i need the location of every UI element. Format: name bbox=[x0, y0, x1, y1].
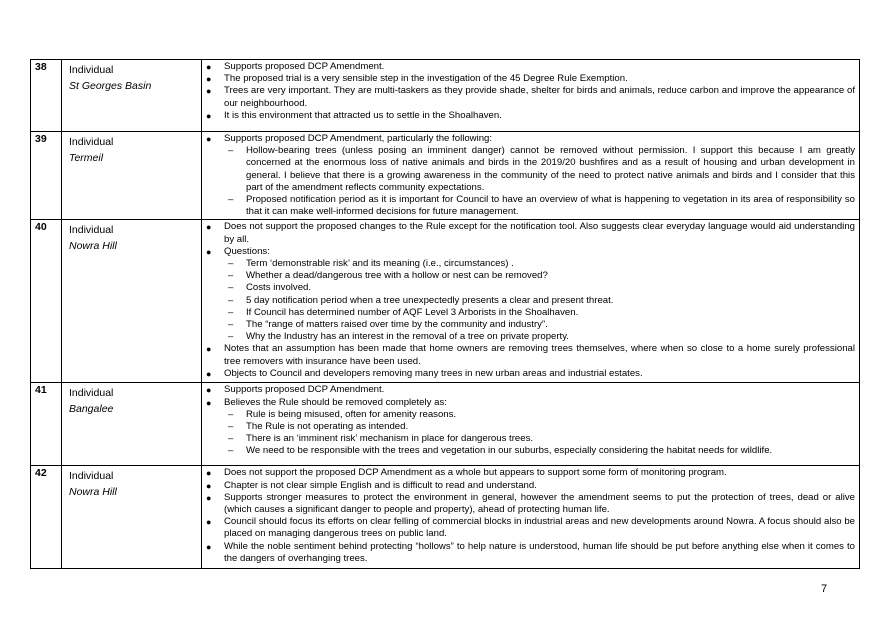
response-point-text: Supports proposed DCP Amendment, particularly the following: bbox=[224, 133, 493, 144]
submitter-cell bbox=[62, 383, 202, 466]
sub-point bbox=[228, 258, 855, 270]
response-point bbox=[206, 85, 855, 109]
response-point-text: Supports stronger measures to protect the environment in general, however the amendment seems to put the protection of trees, dead or alive (which causes a significant danger to people and property), ahead of protecting human life. bbox=[224, 491, 855, 516]
sub-point bbox=[228, 194, 855, 218]
submission-number: 42 bbox=[31, 466, 62, 569]
submission-row bbox=[31, 132, 860, 220]
response-point bbox=[206, 61, 855, 73]
submitter-type: Individual bbox=[69, 136, 114, 148]
sub-points bbox=[224, 409, 855, 458]
bullet-icon: ● bbox=[206, 517, 212, 528]
sub-point bbox=[228, 445, 855, 457]
sub-point-text: Whether a dead/dangerous tree with a hollow or nest can be removed? bbox=[246, 270, 548, 282]
response-point bbox=[206, 245, 855, 344]
submitter-location: Bangalee bbox=[69, 403, 114, 416]
sub-point bbox=[228, 331, 855, 343]
sub-point bbox=[228, 319, 855, 331]
response-point-text: While the noble sentiment behind protecting “hollows” to help nature is understood, human life should be put before anything else when it comes to the dangers of overhanging trees. bbox=[224, 540, 855, 564]
submission-row bbox=[31, 466, 860, 569]
submitter-location: Nowra Hill bbox=[69, 240, 117, 253]
dash-icon: – bbox=[228, 331, 234, 343]
submissions-table-body bbox=[31, 60, 860, 569]
sub-point bbox=[228, 270, 855, 282]
submission-row bbox=[31, 383, 860, 466]
sub-point-text: Costs involved. bbox=[246, 282, 312, 294]
response-points bbox=[202, 133, 855, 218]
response-point bbox=[206, 367, 855, 380]
response-point-text: Council should focus its efforts on clear felling of commercial blocks in industrial areas and new developments around Nowra. A focus should also be placed on managing dangerous trees on public land. bbox=[224, 516, 855, 540]
bullet-icon: ● bbox=[206, 86, 212, 97]
sub-point-text: We need to be responsible with the trees and vegetation in our suburbs, especially considering the habitat needs for wildlife. bbox=[246, 445, 773, 457]
submitter-type: Individual bbox=[69, 387, 114, 400]
response-point bbox=[206, 479, 855, 492]
response-point bbox=[206, 516, 855, 540]
submitter-location: Termeil bbox=[69, 152, 104, 164]
response-point bbox=[206, 73, 855, 85]
dash-icon: – bbox=[228, 145, 234, 157]
bullet-icon: ● bbox=[206, 62, 212, 72]
dash-icon: – bbox=[228, 408, 234, 420]
bullet-icon: ● bbox=[206, 222, 212, 233]
response-point-text: Does not support the proposed changes to the Rule except for the notification tool. Also suggests clear everyday language would aid understanding by all. bbox=[224, 221, 855, 245]
bullet-icon: ● bbox=[206, 397, 212, 408]
bullet-icon: ● bbox=[206, 110, 212, 121]
sub-point-text: If Council has determined number of AQF Level 3 Arborists in the Shoalhaven. bbox=[246, 306, 579, 318]
response-point-text: Does not support the proposed DCP Amendment as a whole but appears to support some form of monitoring program. bbox=[224, 467, 727, 479]
bullet-icon: ● bbox=[206, 74, 212, 85]
bullet-icon: ● bbox=[206, 480, 212, 491]
bullet-icon: ● bbox=[206, 492, 212, 503]
sub-points bbox=[224, 145, 855, 218]
dash-icon: – bbox=[228, 258, 234, 270]
submission-number: 40 bbox=[31, 220, 62, 383]
response-points bbox=[202, 384, 855, 457]
bullet-icon: ● bbox=[206, 468, 212, 479]
sub-point-text: 5 day notification period when a tree unexpectedly presents a clear and present threat. bbox=[246, 294, 614, 306]
response-points bbox=[202, 61, 855, 122]
sub-point-text: Proposed notification period as it is important for Council to have an overview of what is happening to vegetation in its area of responsibility so that it can make well-informed decisions for future management. bbox=[246, 194, 855, 218]
submitter-type: Individual bbox=[69, 224, 114, 237]
response-summary bbox=[202, 220, 860, 383]
response-summary bbox=[202, 132, 860, 220]
submission-number: 38 bbox=[31, 60, 62, 132]
sub-point-text: There is an ‘imminent risk’ mechanism in place for dangerous trees. bbox=[246, 433, 534, 445]
submitter-type: Individual bbox=[69, 64, 114, 76]
response-point bbox=[206, 384, 855, 396]
response-point bbox=[206, 133, 855, 218]
response-point-text: Chapter is not clear simple English and is difficult to read and understand. bbox=[224, 479, 537, 491]
response-point-text: The proposed trial is a very sensible step in the investigation of the 45 Degree Rule Exemption. bbox=[224, 73, 628, 85]
sub-point bbox=[228, 421, 855, 433]
dash-icon: – bbox=[228, 421, 234, 433]
bullet-icon: ● bbox=[206, 541, 212, 552]
response-point bbox=[206, 396, 855, 458]
dash-icon: – bbox=[228, 445, 234, 457]
response-point-text: Objects to Council and developers removing many trees in new urban areas and industrial estates. bbox=[224, 367, 643, 379]
response-point-text: Trees are very important. They are multi-taskers as they provide shade, shelter for birds and animals, reduce carbon and improve the appearance of our neighbourhood. bbox=[224, 85, 855, 109]
submission-row bbox=[31, 220, 860, 383]
dash-icon: – bbox=[228, 270, 234, 282]
bullet-icon: ● bbox=[206, 368, 212, 379]
sub-point-text: The Rule is not operating as intended. bbox=[246, 421, 409, 433]
response-points bbox=[202, 467, 855, 565]
sub-point bbox=[228, 433, 855, 445]
sub-point bbox=[228, 282, 855, 294]
sub-point-text: Why the Industry has an interest in the removal of a tree on private property. bbox=[246, 331, 569, 343]
response-point-text: Believes the Rule should be removed completely as: bbox=[224, 396, 447, 408]
page-number: 7 bbox=[821, 583, 828, 595]
response-summary bbox=[202, 466, 860, 569]
sub-point bbox=[228, 294, 855, 307]
bullet-icon: ● bbox=[206, 134, 212, 144]
submitter-location: Nowra Hill bbox=[69, 486, 117, 499]
dash-icon: – bbox=[228, 306, 234, 318]
response-point bbox=[206, 109, 855, 122]
response-point bbox=[206, 540, 855, 565]
sub-point-text: The “range of matters raised over time by the community and industry”. bbox=[246, 319, 548, 331]
bullet-icon: ● bbox=[206, 385, 212, 396]
response-points bbox=[202, 221, 855, 380]
response-point bbox=[206, 343, 855, 367]
sub-point bbox=[228, 408, 855, 421]
submission-number: 41 bbox=[31, 383, 62, 466]
response-point-text: Notes that an assumption has been made that home owners are removing trees themselves, where when so close to a home surely professional tree removers with insurance have been used. bbox=[224, 343, 855, 367]
response-point-text: Questions: bbox=[224, 245, 270, 257]
submitter-type: Individual bbox=[69, 470, 114, 483]
bullet-icon: ● bbox=[206, 246, 212, 257]
response-point-text: Supports proposed DCP Amendment. bbox=[224, 384, 385, 396]
sub-point-text: Rule is being misused, often for amenity reasons. bbox=[246, 408, 457, 420]
response-point bbox=[206, 491, 855, 516]
dash-icon: – bbox=[228, 319, 234, 331]
dash-icon: – bbox=[228, 194, 234, 206]
dash-icon: – bbox=[228, 433, 234, 445]
submitter-location: St Georges Basin bbox=[69, 80, 152, 92]
submission-number: 39 bbox=[31, 132, 62, 220]
bullet-icon: ● bbox=[206, 344, 212, 355]
sub-point bbox=[228, 145, 855, 194]
sub-point-text: Term ‘demonstrable risk’ and its meaning (i.e., circumstances) . bbox=[246, 258, 514, 270]
submitter-cell bbox=[62, 60, 202, 132]
sub-point bbox=[228, 306, 855, 319]
response-summary bbox=[202, 383, 860, 466]
submitter-cell bbox=[62, 132, 202, 220]
dash-icon: – bbox=[228, 282, 234, 294]
submission-row bbox=[31, 60, 860, 132]
response-point-text: Supports proposed DCP Amendment. bbox=[224, 61, 385, 72]
sub-points bbox=[224, 258, 855, 343]
submitter-cell bbox=[62, 220, 202, 383]
dash-icon: – bbox=[228, 294, 234, 306]
response-point bbox=[206, 467, 855, 479]
response-point-text: It is this environment that attracted us to settle in the Shoalhaven. bbox=[224, 109, 502, 121]
submissions-table bbox=[30, 59, 860, 569]
submitter-cell bbox=[62, 466, 202, 569]
sub-point-text: Hollow-bearing trees (unless posing an imminent danger) cannot be removed without permission. I support this because I am greatly concerned at the enormous loss of native animals and birds in the 2019/20 bushfires and as a result of housing and urban development in general. I believe that there is a growing awareness in the community of the need to protect native animals and birds and I consider that this part of the amendment reflects community expectations. bbox=[246, 145, 855, 193]
response-summary bbox=[202, 60, 860, 132]
response-point bbox=[206, 221, 855, 245]
